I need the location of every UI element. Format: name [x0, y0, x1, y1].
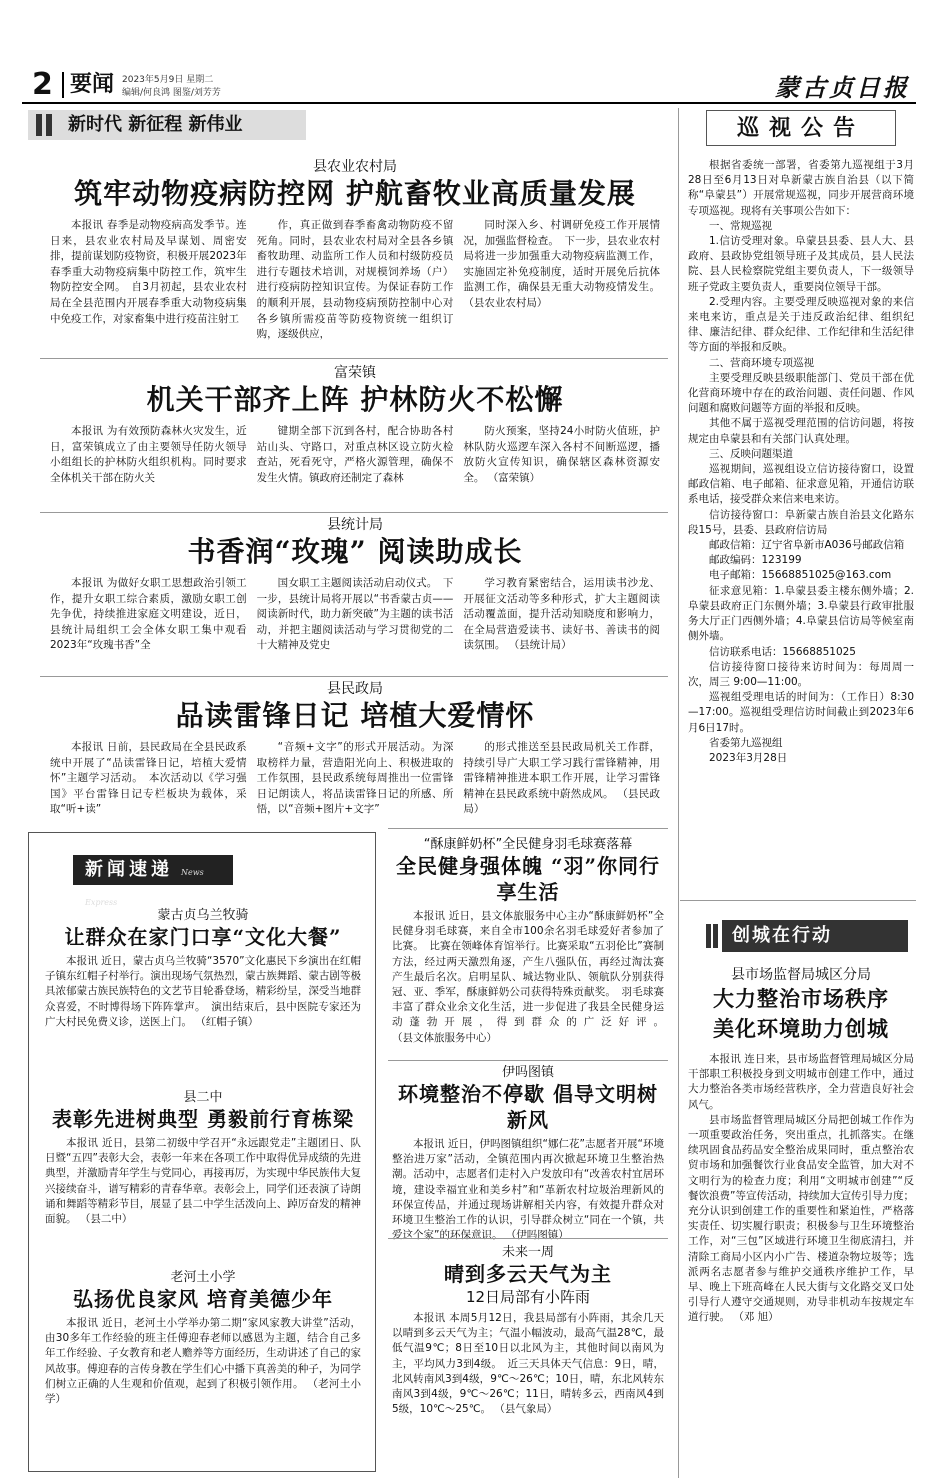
- page-header: [22, 66, 916, 104]
- campaign-title-2: 美化环境助力创城: [713, 1016, 889, 1041]
- news-express-box: [28, 832, 376, 1472]
- article-dept: 县统计局: [327, 517, 383, 533]
- section-banner: 新时代 新征程 新伟业: [28, 110, 306, 140]
- body-col: [463, 218, 660, 343]
- body-text: 本报讯 近日，县文体旅服务中心主办“酥康鲜奶杯”全民健身羽毛球赛，来自全市100余名羽毛球爱好者参加了比赛。 比赛在领峰体育馆举行。比赛采取“五羽伦比”赛制方法，经过两天激烈角逐，产生八强队伍，再经过淘汰赛产生最后名次。启明星队、城达物业队、领航队分别获得冠、亚、季军，酥康鲜奶公司获得特殊贡献奖。 羽毛球赛丰富了群众业余文化生活，进一步促进了我县全民健身运动蓬勃开展，得到群众的广泛好评。: [392, 910, 664, 1029]
- express-title-cn: 新闻速递: [85, 859, 173, 880]
- body-text: 学习教育紧密结合，运用读书沙龙、开展征文活动等多种形式，扩大主题阅读活动覆盖面，提升活动知晓度和影响力，在全局营造爱读书、读好书、善读书的阅读氛围。: [463, 577, 661, 652]
- body-text: 的形式推送至县民政局机关工作群，持续引导广大职工学习践行雷锋精神，用雷锋精神推进本职工作开展，让学习雷锋精神在县民政系统中蔚然成风。: [463, 741, 661, 800]
- notice-para: 邮政编码：123199: [709, 554, 802, 567]
- article-body: [392, 909, 664, 1046]
- notice-para: 巡视组受理电话的时间为：（工作日）8:30—17:00。巡视组受理信访时间截止到2023年6月6日17时。: [688, 691, 914, 734]
- body-col: 本报讯 春季是动物疫病高发季节。连日来，县农业农村局及早谋划、周密安排，提前谋划防疫物资，积极开展2023年春季重大动物疫病集中防控工作，筑牢生物防控安全网。 自3月初起，县农业农村局在全县范围内开展春季重大动物疫病集中免疫工作，对家畜集中进行疫苗注射工: [50, 219, 247, 325]
- issue-meta: [122, 74, 221, 100]
- article-source: （县气象局）: [494, 1403, 558, 1416]
- body-col: 作，真正做到春季畜禽动物防疫不留死角。同时，县农业农村局对全县各乡镇畜牧助理、动监所工作人员和村级防疫员进行专题技术培训，对规模饲养场（户）进行疫病防控知识宣传。为保证春防工作的顺利开展，县动物疫病预防控制中心对各乡镇所需疫苗等防疫物资统一组织订购，逐级供应，: [256, 219, 454, 341]
- rule: [680, 900, 916, 901]
- campaign-source: （邓 旭）: [733, 1311, 779, 1324]
- article-subtitle: 12日局部有小阵雨: [465, 1288, 591, 1306]
- article-title: 环境整治不停歇 倡导文明树新风: [398, 1082, 658, 1132]
- body-col: [463, 424, 660, 486]
- body-text: 本报讯 近日，伊吗图镇组织“娜仁花”志愿者开展“环境整治进万家”活动，全镇范围内再次掀起环境卫生整治热潮。活动中，志愿者们走村入户发放印有“改善农村宜居环境，建设幸福宜业和美乡村”和“革新农村垃圾治理新风的环保宣传品，并通过现场讲解相关内容，有效提升群众对环境卫生整治工作的认识，引导群众树立“同在一个镇，共爱这个家”的环保意识。: [392, 1138, 664, 1242]
- article-dept: 县农业农村局: [313, 159, 397, 175]
- notice-para: 主要受理反映县级职能部门、党员干部在优化营商环境中存在的政治问题、责任问题、作风问题和腐败问题等方面的举报和反映。: [688, 371, 914, 415]
- article-title: 机关干部齐上阵 护林防火不松懈: [146, 383, 564, 416]
- campaign-title-1: 大力整治市场秩序: [713, 986, 889, 1011]
- express-item-2: [45, 1089, 361, 1227]
- article-body: [50, 740, 660, 818]
- notice-para: 征求意见箱：1.阜蒙县委主楼东侧外墙；2.阜蒙县政府正门东侧外墙；3.阜蒙县行政审批服务大厅正门西侧外墙；4.阜蒙县信访局等候室南侧外墙。: [688, 584, 914, 643]
- item-source: （红帽子镇）: [195, 1015, 259, 1028]
- article-body: [50, 218, 660, 343]
- notice-para: 信访接待窗口接待来访时间为：每周周一次，周三 9:00—11:00。: [688, 660, 914, 688]
- item-title: 表彰先进树典型 勇毅前行育栋梁: [52, 1107, 354, 1131]
- rule: [388, 1238, 668, 1239]
- article-dept: 伊吗图镇: [501, 1065, 554, 1080]
- item-source: （老河土小学）: [45, 1377, 361, 1406]
- article-badminton: [392, 836, 664, 1058]
- item-body: [45, 954, 361, 1030]
- article-dept: 县民政局: [327, 681, 383, 697]
- notice-para: 2.受理内容。主要受理反映巡视对象的来信来电来访，重点是关于违反政治纪律、组织纪律、廉洁纪律、群众纪律、工作纪律和生活纪律等方面的举报和反映。: [688, 295, 914, 354]
- inspection-notice: [688, 158, 914, 886]
- campaign-dept: 县市场监督局城区分局: [731, 967, 871, 983]
- article-title: 全民健身强体魄 “羽”你同行享生活: [396, 854, 660, 904]
- article-source: （县文体旅服务中心）: [392, 1031, 497, 1044]
- body-text: 本报讯 近日，老河土小学举办第二期“家风家教大讲堂”活动，由30多年工作经验的班主任傅迎春老师以感恩为主题，结合自己多年工作经验、子女教育和老人赡养等方面经历，生动讲述了自己的家风故事。傅迎春的言传身教在学生们心中播下真善美的种子，为同学们树立正确的人生观和价值观，起到了积极引领作用。: [45, 1317, 361, 1390]
- item-title: 弘扬优良家风 培育美德少年: [73, 1287, 333, 1311]
- rule: [40, 512, 668, 513]
- express-item-3: [45, 1269, 361, 1407]
- article-fire-prevention: [50, 364, 660, 512]
- article-source: （富荣镇）: [487, 471, 541, 484]
- campaign-para: 本报讯 连日来，县市场监督管理局城区分局干部职工积极投身到文明城市创建工作中，通过大力整治各类市场经营秩序，全力营造良好社会风气。: [688, 1053, 914, 1111]
- column-divider: [678, 108, 679, 1478]
- item-dept: 老河土小学: [170, 1270, 236, 1285]
- body-text: 同时深入乡、村调研免疫工作开展情况，加强监督检查。 下一步，县农业农村局将进一步加强重大动物疫病监测工作，实施固定补免疫制度，适时开展免后抗体监测工作，确保县无重大动物疫情发生。: [463, 219, 661, 294]
- campaign-bar: 创城在行动: [722, 920, 908, 952]
- article-dept: 富荣镇: [334, 365, 376, 381]
- rule: [40, 676, 668, 677]
- article-title: 晴到多云天气为主: [444, 1262, 612, 1286]
- article-source: （县农业农村局）: [463, 296, 548, 309]
- item-source: （县二中）: [79, 1213, 133, 1226]
- notice-date: 2023年3月28日: [709, 751, 788, 764]
- item-body: [45, 1316, 361, 1407]
- body-col: 本报讯 为有效预防森林火灾发生，近日，富荣镇成立了由主要领导任防火领导小组组长的护林防火组织机构。同时要求全体机关干部在防火关: [50, 425, 247, 484]
- news-express-title: [73, 855, 233, 907]
- body-text: 本报讯 本周5月12日，我县局部有小阵雨，其余几天以晴到多云天气为主；气温小幅波动，最高气温28℃，最低气温9℃；8日至10日以北风为主，其他时间以南风为主，平均风力3到4级。 近三天具体天气信息：9日，晴，北风转南风3到4级，9℃～26℃；10日，晴，东北风转东南风3到4级，9℃～26℃；11日，晴转多云，西南风4到5级，10℃～25℃。: [392, 1312, 664, 1416]
- article-body: [50, 576, 660, 654]
- notice-title: 巡视公告: [706, 110, 896, 146]
- body-text: 防火预案，坚持24小时防火值班，护林队防火巡逻车深入各村不间断巡逻，播放防火宣传知识，确保辖区森林资源安全。: [463, 425, 661, 484]
- body-col: 国女职工主题阅读活动启动仪式。 下一步，县统计局将开展以“书香蒙古贞——阅读新时代，助力新突破”为主题的读书活动，并把主题阅读活动与学习贯彻党的二十大精神及党史: [256, 577, 454, 652]
- masthead: 蒙古贞日报: [775, 73, 910, 102]
- notice-signature: 省委第九巡视组: [709, 736, 783, 749]
- campaign-para: [688, 1113, 914, 1326]
- article-weather: [392, 1244, 664, 1474]
- campaign-article: [688, 966, 914, 1474]
- express-item-1: [45, 907, 361, 1030]
- notice-para: 邮政信箱：辽宁省阜新市A036号邮政信箱: [709, 539, 905, 552]
- article-title: 筑牢动物疫病防控网 护航畜牧业高质量发展: [74, 177, 636, 210]
- notice-para: 1.信访受理对象。阜蒙县县委、县人大、县政府、县政协党组领导班子及其成员，县人民法院、县人民检察院党组主要负责人，下一级领导班子党政主要负责人，重要岗位领导干部。: [688, 235, 914, 293]
- body-col: “音频+文字”的形式开展活动。为深取榜样力量，营造阳光向上、积极进取的工作氛围，县民政系统每周推出一位雷锋日记朗读人，将品读雷锋日记的所感、所悟，以“音频+图片+文字”: [256, 741, 454, 816]
- notice-para: 巡视期间，巡视组设立信访接待窗口，设置邮政信箱、电子邮箱、征求意见箱，开通信访联系电话，接受群众来信来电来访。: [688, 463, 914, 506]
- article-leifeng: [50, 680, 660, 826]
- body-col: [463, 740, 660, 818]
- body-text: 县市场监督管理局城区分局把创城工作作为一项重要政治任务，突出重点，扎抓落实。在继续巩固食品药品安全整治成果同时，重点整治农贸市场和加强餐饮行业食品安全监管，加大对不文明行为的检查力度；利用“文明城市创建”“反餐饮浪费”等宣传活动，持续加大宣传引导力度；充分认识到创建工作的重要性和紧迫性，严格落实责任、切实履行职责；积极参与卫生环境整治工作，对“三包”区域进行环境卫生彻底清扫，并清除工商局小区内小广告、楼道杂物垃圾等；选派两名志愿者参与维护交通秩序维护工作，早早、晚上下班高峰在人民大街与文化路交叉口处引导行人遵守交通规则，劝导非机动车按规定车道行驶。: [688, 1113, 914, 1324]
- article-dept: 未来一周: [501, 1245, 554, 1260]
- item-title: 让群众在家门口享“文化大餐”: [64, 925, 342, 949]
- notice-para: 三、反映问题渠道: [709, 447, 793, 460]
- notice-para: 一、常规巡视: [709, 219, 772, 232]
- editors: 编辑/何良鸿 图鉴/刘芳芳: [122, 88, 221, 98]
- express-title-en: News Express: [85, 868, 204, 907]
- body-text: 本报讯 近日，蒙古贞乌兰牧骑“3570”文化惠民下乡演出在红帽子镇东红帽子村举行。演出现场气氛热烈，蒙古族舞蹈、蒙古剧等极具浓郁蒙古族民族特色的文艺节目轮番登场，精彩纷呈，深受当地群众喜爱，不时博得场下阵阵掌声。 演出结束后，县中医院专家还为广大村民免费义诊，送医上门。: [45, 955, 361, 1028]
- article-source: （县统计局）: [508, 639, 572, 652]
- body-col: 本报讯 日前，县民政局在全县民政系统中开展了“品读雷锋日记，培植大爱情怀”主题学习活动。 本次活动以《学习强国》平台雷锋日记专栏板块为载体，采取“听+读”: [50, 741, 247, 816]
- notice-para: 电子邮箱：15668851025@163.com: [709, 569, 892, 582]
- article-title: 品读雷锋日记 培植大爱情怀: [175, 699, 535, 732]
- rule: [40, 358, 668, 359]
- item-dept: 蒙古贞乌兰牧骑: [157, 908, 249, 923]
- rule: [388, 1060, 668, 1061]
- notice-para: 信访联系电话：15668851025: [709, 645, 856, 658]
- notice-para: 二、营商环境专项巡视: [709, 356, 814, 369]
- item-body: [45, 1136, 361, 1227]
- article-body: [50, 424, 660, 486]
- article-source: （伊吗图镇）: [505, 1229, 569, 1242]
- article-body: [392, 1311, 664, 1417]
- item-dept: 县二中: [183, 1090, 223, 1105]
- article-environment: [392, 1064, 664, 1242]
- article-dept: “酥康鲜奶杯”全民健身羽毛球赛落幕: [423, 837, 633, 852]
- section-name: 要闻: [62, 72, 114, 98]
- notice-para: 信访接待窗口：阜新蒙古族自治县文化路东段15号，县委、县政府信访局: [688, 508, 914, 536]
- notice-para: 根据省委统一部署，省委第九巡视组于3月28日至6月13日对阜新蒙古族自治县（以下简称“阜蒙县”）开展常规巡视，同步开展营商环境专项巡视。现将有关事项公告如下：: [688, 159, 914, 217]
- article-source: （县民政局）: [463, 787, 661, 816]
- body-text: 本报讯 近日，县第二初级中学召开“永远跟党走”主题团日、队日暨“五四”表彰大会，表彰一年来在各项工作中取得优异成绩的先进典型，并激励青年学生与党同心，再接再厉，为实现中华民族伟大复兴接续奋斗，谱写精彩的青春华章。表彰会上，同学们还表演了诗朗诵和舞蹈等精彩节目，展显了县二中学生活泼向上、踔厉奋发的精神面貌。: [45, 1137, 361, 1226]
- issue-date: 2023年5月9日 星期二: [122, 75, 214, 85]
- body-col: [463, 576, 660, 654]
- page-number: 2: [32, 67, 53, 102]
- notice-para: 其他不属于巡视受理范围的信访问题，将按规定由阜蒙县和有关部门认真处理。: [688, 417, 914, 445]
- article-body: [392, 1137, 664, 1243]
- rule: [388, 828, 668, 829]
- body-col: 本报讯 为做好女职工思想政治引领工作，提升女职工综合素质，激励女职工创先争优，持续推进家庭文明建设，近日，县统计局组织工会全体女职工集中观看2023年“玫瑰书香”全: [50, 577, 247, 652]
- article-animal-disease: [50, 158, 660, 354]
- article-title: 书香润“玫瑰” 阅读助成长: [187, 535, 523, 568]
- body-col: 键期全部下沉到各村，配合协助各村站山头、守路口，对重点林区设立防火检查站，死看死守，严格火源管理，确保不发生火情。镇政府还制定了森林: [256, 425, 454, 484]
- article-reading: [50, 516, 660, 676]
